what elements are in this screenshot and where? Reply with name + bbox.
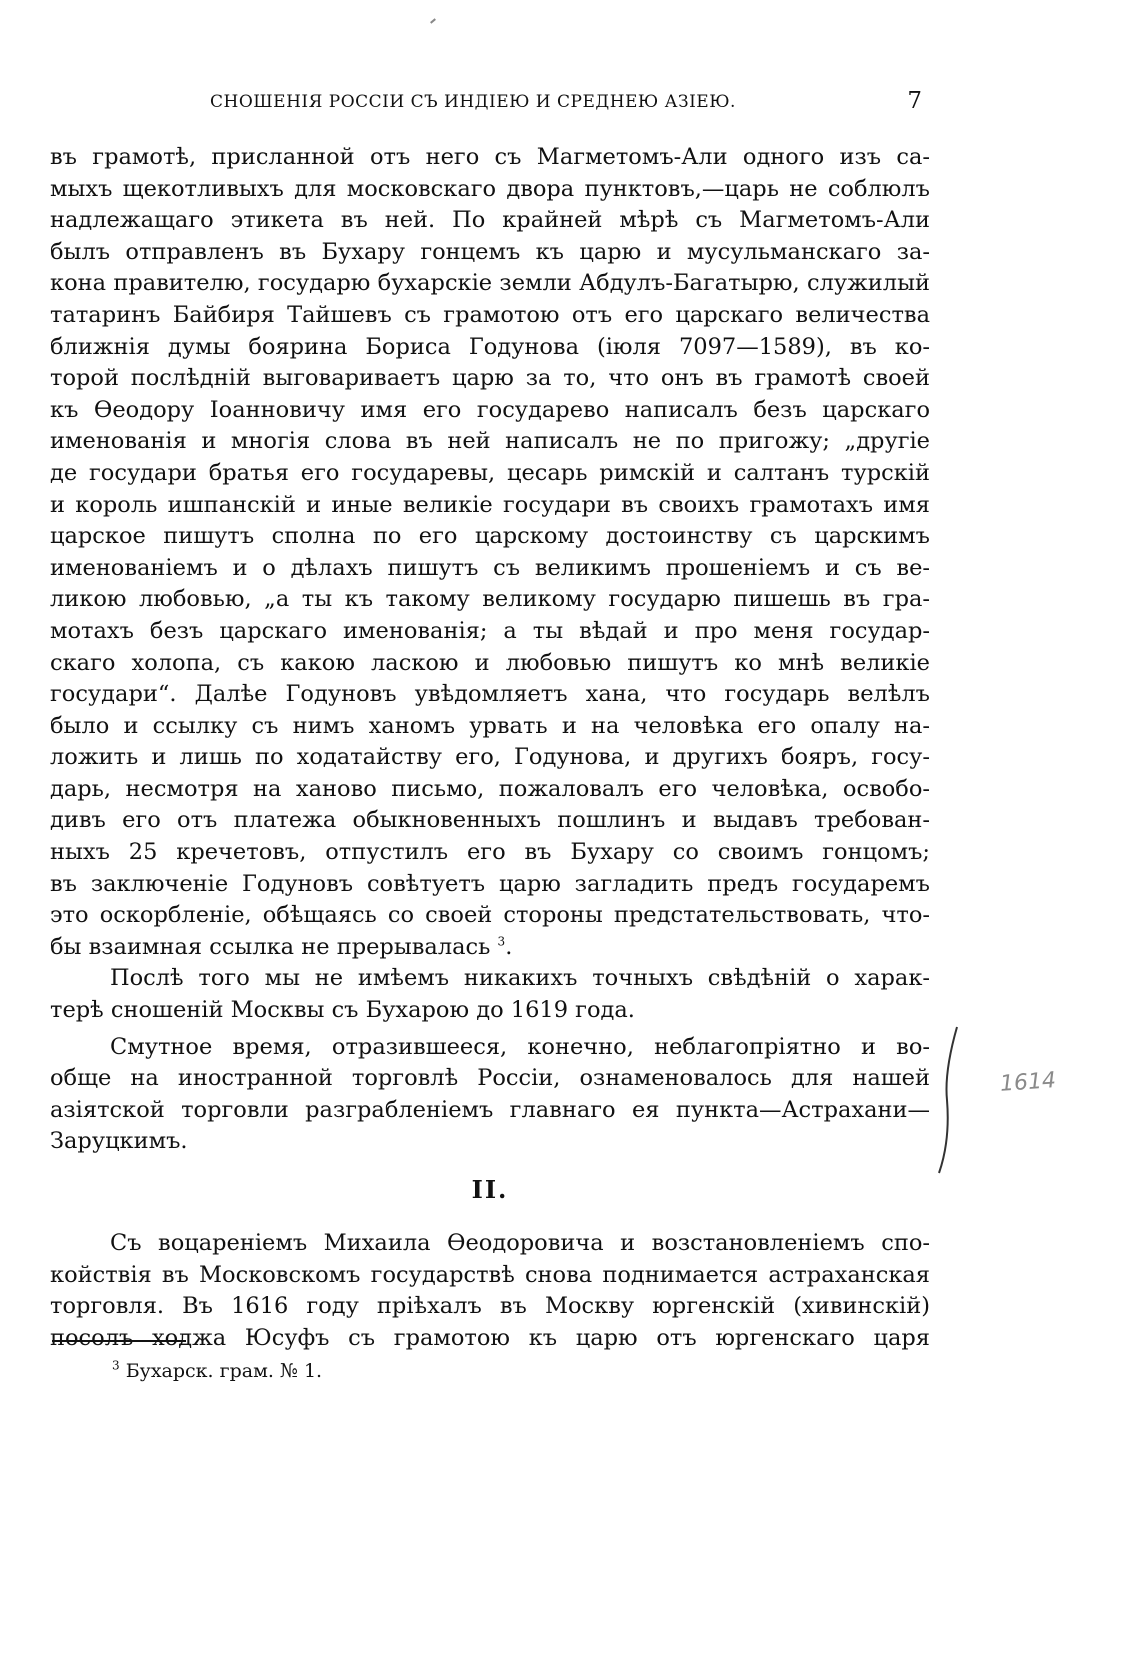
text-line: дарь, несмотря на ханово письмо, пожаловалъ его человѣка, освобо- [50, 775, 930, 802]
text-line: государи“. Далѣе Годуновъ увѣдомляетъ хана, что государь велѣлъ [50, 681, 930, 708]
text-line: Смутное время, отразившееся, конечно, неблагопріятно и во- [110, 1033, 930, 1060]
sentence-end-punctuation: . [505, 933, 513, 960]
handwritten-margin-note [935, 1025, 1055, 1175]
running-head-title: СНОШЕНІЯ РОССІИ СЪ ИНДІЕЮ И СРЕДНЕЮ АЗІЕЮ. [210, 92, 736, 112]
text-line: именованія и многія слова въ ней написалъ не по пригожу; „другіе [50, 428, 930, 455]
text-line: посолъ ходжа Юсуфъ съ грамотою къ царю отъ юргенскаго царя [50, 1324, 930, 1351]
text-line: и король ишпанскій и иные великіе государи въ своихъ грамотахъ имя [50, 491, 930, 518]
text-line: торговля. Въ 1616 году пріѣхалъ въ Москву юргенскій (хивинскій) [50, 1293, 930, 1320]
body-text [50, 142, 930, 1354]
text-line: надлежащаго этикета въ ней. По крайней мѣрѣ съ Магметомъ-Али [50, 207, 930, 234]
footnote-reference[interactable]: 3 [497, 934, 506, 949]
text-line: ликою любовью, „а ты къ такому великому государю пишешь въ гра- [50, 586, 930, 613]
text-line: именованіемъ и о дѣлахъ пишутъ съ великимъ прошеніемъ и съ ве- [50, 554, 930, 581]
text-line: татаринъ Байбиря Тайшевъ съ грамотою отъ его царскаго величества [50, 301, 930, 328]
text-line: мыхъ щекотливыхъ для московскаго двора пунктовъ,—царь не соблюлъ [50, 175, 930, 202]
text-line: въ заключеніе Годуновъ совѣтуетъ царю загладить предъ государемъ [50, 870, 930, 897]
text-line: въ грамотѣ, присланной отъ него съ Магметомъ-Али одного изъ са- [50, 144, 930, 170]
text-line: азіятской торговли разграбленіемъ главнаго ея пункта—Астрахани— [50, 1096, 930, 1123]
footnote [112, 1357, 322, 1385]
text-line: ложить и лишь по ходатайству его, Годунова, и другихъ бояръ, госу- [50, 744, 930, 771]
text-line: къ Ѳеодору Іоанновичу имя его государево написалъ безъ царскаго [50, 396, 930, 423]
stray-ink-mark [430, 18, 436, 23]
section-number: II. [471, 1175, 509, 1204]
text-line: торой послѣдній выговариваетъ царю за то, что онъ въ грамотѣ своей [50, 365, 930, 392]
running-head [50, 88, 930, 118]
footnote-separator [52, 1340, 186, 1342]
text-line: царское пишутъ сполна по его царскому достоинству съ царскимъ [50, 523, 930, 550]
footnote-marker: 3 [112, 1358, 120, 1373]
text-line: де государи братья его государевы, цесарь римскій и салтанъ турскій [50, 459, 930, 486]
text-line: ближнія думы боярина Бориса Годунова (іюля 7097—1589), въ ко- [50, 333, 930, 360]
text-line: былъ отправленъ въ Бухару гонцемъ къ царю и мусульманскаго за- [50, 238, 930, 265]
text-line: терѣ сношеній Москвы съ Бухарою до 1619 года. [50, 997, 635, 1024]
text-line: Съ воцареніемъ Михаила Ѳеодоровича и возстановленіемъ спо- [110, 1230, 930, 1256]
text-line [50, 932, 930, 964]
text-line: обще на иностранной торговлѣ Россіи, ознаменовалось для нашей [50, 1065, 930, 1092]
text-line: Заруцкимъ. [50, 1128, 188, 1155]
text-line: кона правителю, государю бухарскіе земли Абдулъ-Багатырю, служилый [50, 270, 930, 297]
text-line: Послѣ того мы не имѣемъ никакихъ точныхъ свѣдѣній о харак- [110, 965, 930, 992]
page-number: 7 [907, 88, 922, 114]
margin-note-text: 1614 [999, 1068, 1057, 1097]
text-line-content: бы взаимная ссылка не прерывалась [50, 933, 491, 960]
text-line: дивъ его отъ платежа обыкновенныхъ пошлинъ и выдавъ требован- [50, 807, 930, 834]
text-line: ныхъ 25 кречетовъ, отпустилъ его въ Бухару со своимъ гонцомъ; [50, 839, 930, 866]
text-line: койствія въ Московскомъ государствѣ снова поднимается астраханская [50, 1261, 930, 1288]
text-line: было и ссылку съ нимъ ханомъ урвать и на человѣка его опалу на- [50, 712, 930, 739]
text-line: скаго холопа, съ какою ласкою и любовью пишутъ ко мнѣ великіе [50, 649, 930, 676]
text-line: это оскорбленіе, обѣщаясь со своей стороны предстательствовать, что- [50, 902, 930, 929]
text-line: мотахъ безъ царскаго именованія; а ты вѣдай и про меня государ- [50, 617, 930, 644]
footnote-text: Бухарск. грам. № 1. [125, 1360, 323, 1382]
margin-bracket-icon [935, 1025, 975, 1175]
